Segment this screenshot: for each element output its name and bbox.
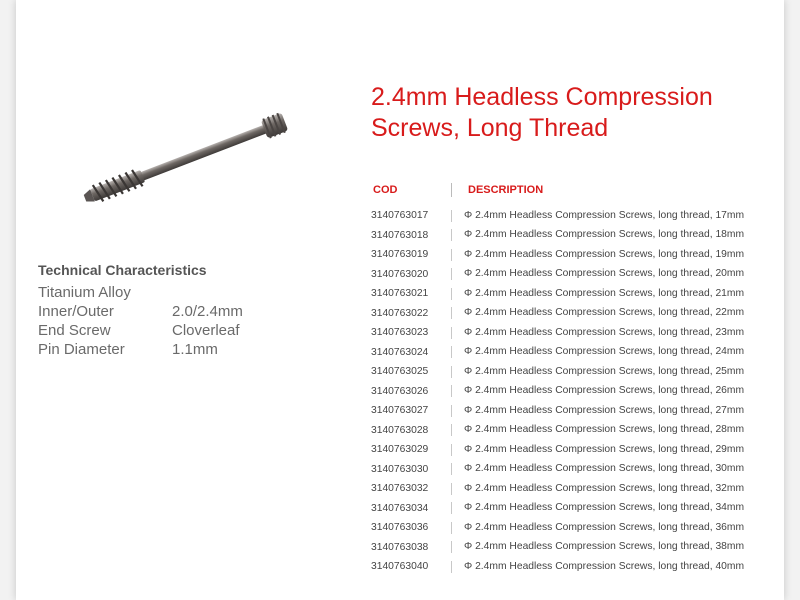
table-row — [371, 479, 783, 499]
spec-row — [38, 321, 338, 340]
description-cell: Φ 2.4mm Headless Compression Screws, long thread, 36mm — [451, 522, 744, 534]
description-cell: Φ 2.4mm Headless Compression Screws, long thread, 23mm — [451, 327, 744, 339]
cod-cell: 3140763024 — [371, 346, 429, 358]
cod-cell: 3140763027 — [371, 405, 429, 417]
description-cell: Φ 2.4mm Headless Compression Screws, long thread, 38mm — [451, 541, 744, 553]
technical-characteristics — [38, 262, 338, 359]
table-row — [371, 538, 783, 558]
technical-characteristics-title: Technical Characteristics — [38, 262, 207, 278]
cod-cell: 3140763018 — [371, 229, 429, 241]
spec-row — [38, 340, 338, 359]
description-cell: Φ 2.4mm Headless Compression Screws, long thread, 28mm — [451, 424, 744, 436]
table-row — [371, 226, 783, 246]
table-row — [371, 206, 783, 226]
description-cell: Φ 2.4mm Headless Compression Screws, long thread, 29mm — [451, 444, 744, 456]
table-row — [371, 304, 783, 324]
spec-value: 2.0/2.4mm — [172, 303, 243, 320]
table-body — [371, 206, 783, 577]
spec-key: Pin Diameter — [38, 341, 125, 358]
description-cell: Φ 2.4mm Headless Compression Screws, long thread, 17mm — [451, 210, 744, 222]
page-title-line-1: 2.4mm Headless Compression — [371, 83, 713, 111]
cod-cell: 3140763028 — [371, 424, 429, 436]
product-table — [371, 180, 783, 577]
description-cell: Φ 2.4mm Headless Compression Screws, long thread, 25mm — [451, 366, 744, 378]
cod-cell: 3140763036 — [371, 522, 429, 534]
material-row — [38, 283, 338, 302]
table-row — [371, 343, 783, 363]
table-row — [371, 245, 783, 265]
table-row — [371, 557, 783, 577]
description-cell: Φ 2.4mm Headless Compression Screws, long thread, 27mm — [451, 405, 744, 417]
table-row — [371, 284, 783, 304]
description-cell: Φ 2.4mm Headless Compression Screws, long thread, 20mm — [451, 268, 744, 280]
cod-cell: 3140763017 — [371, 210, 429, 222]
description-cell: Φ 2.4mm Headless Compression Screws, long thread, 26mm — [451, 385, 744, 397]
table-row — [371, 382, 783, 402]
description-cell: Φ 2.4mm Headless Compression Screws, long thread, 30mm — [451, 463, 744, 475]
cod-cell: 3140763034 — [371, 502, 429, 514]
spec-value: Cloverleaf — [172, 322, 240, 339]
cod-cell: 3140763022 — [371, 307, 429, 319]
page-title-line-2: Screws, Long Thread — [371, 114, 609, 142]
cod-cell: 3140763021 — [371, 288, 429, 300]
table-row — [371, 421, 783, 441]
table-row — [371, 518, 783, 538]
table-row — [371, 499, 783, 519]
table-row — [371, 323, 783, 343]
table-row — [371, 460, 783, 480]
cod-cell: 3140763026 — [371, 385, 429, 397]
catalog-page — [16, 0, 784, 600]
description-cell: Φ 2.4mm Headless Compression Screws, long thread, 40mm — [451, 561, 744, 573]
description-cell: Φ 2.4mm Headless Compression Screws, long thread, 24mm — [451, 346, 744, 358]
material-value: Titanium Alloy — [38, 284, 131, 301]
cod-cell: 3140763030 — [371, 463, 429, 475]
description-cell: Φ 2.4mm Headless Compression Screws, long thread, 32mm — [451, 483, 744, 495]
cod-cell: 3140763029 — [371, 444, 429, 456]
description-cell: Φ 2.4mm Headless Compression Screws, long thread, 34mm — [451, 502, 744, 514]
page-title — [371, 82, 771, 144]
description-cell: Φ 2.4mm Headless Compression Screws, long thread, 21mm — [451, 288, 744, 300]
spec-key: End Screw — [38, 322, 111, 339]
table-row — [371, 401, 783, 421]
cod-header: COD — [373, 184, 398, 196]
description-cell: Φ 2.4mm Headless Compression Screws, long thread, 19mm — [451, 249, 744, 261]
table-row — [371, 362, 783, 382]
description-cell: Φ 2.4mm Headless Compression Screws, long thread, 18mm — [451, 229, 744, 241]
headless-compression-screw-image — [56, 105, 316, 215]
description-cell: Φ 2.4mm Headless Compression Screws, long thread, 22mm — [451, 307, 744, 319]
cod-cell: 3140763032 — [371, 483, 429, 495]
cod-cell: 3140763025 — [371, 366, 429, 378]
cod-cell: 3140763038 — [371, 541, 429, 553]
table-row — [371, 440, 783, 460]
spec-value: 1.1mm — [172, 341, 218, 358]
spec-key: Inner/Outer — [38, 303, 114, 320]
cod-cell: 3140763023 — [371, 327, 429, 339]
cod-cell: 3140763020 — [371, 268, 429, 280]
table-row — [371, 265, 783, 285]
spec-row — [38, 302, 338, 321]
cod-cell: 3140763019 — [371, 249, 429, 261]
cod-cell: 3140763040 — [371, 561, 429, 573]
table-header — [371, 180, 783, 200]
description-header: DESCRIPTION — [451, 183, 543, 197]
